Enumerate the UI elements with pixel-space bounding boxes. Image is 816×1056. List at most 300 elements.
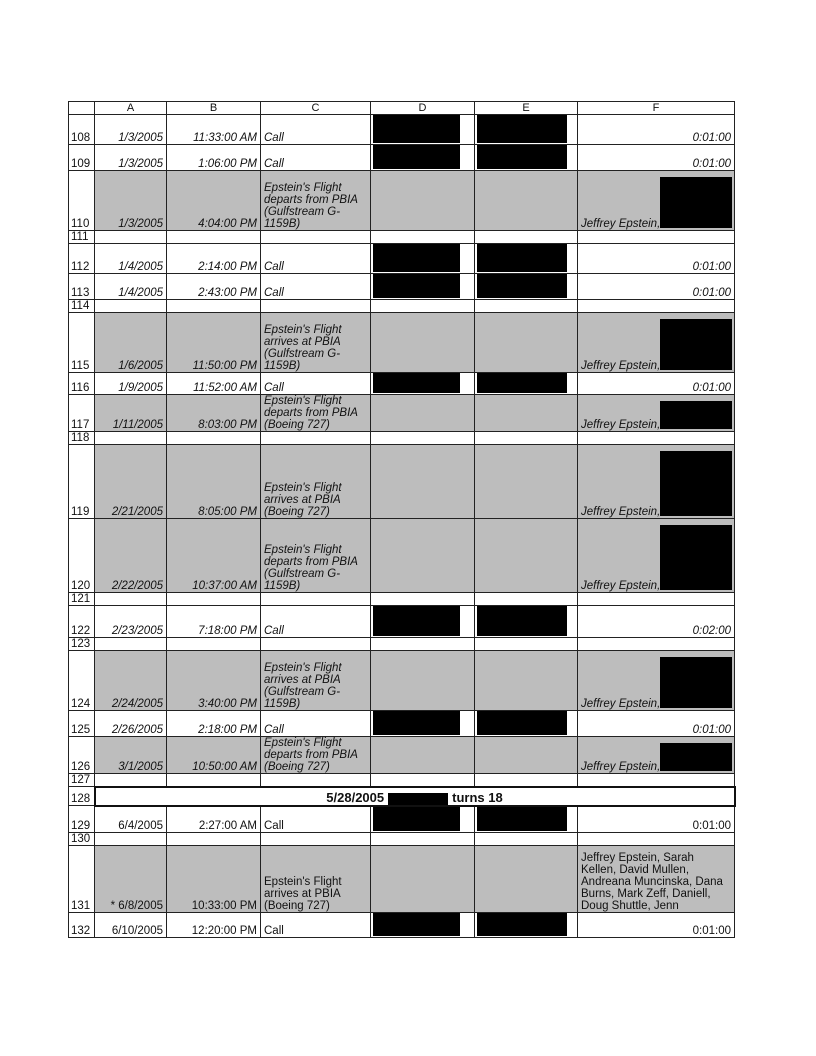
table-row xyxy=(69,711,735,737)
cell-names[interactable] xyxy=(578,638,735,651)
cell-time[interactable] xyxy=(167,231,261,244)
cell-time-text: 11:52:00 AM xyxy=(193,382,257,394)
cell-date-text: 2/21/2005 xyxy=(111,506,163,518)
cell-date[interactable] xyxy=(95,593,167,606)
row-number-text: 132 xyxy=(71,925,91,937)
row-number-text: 117 xyxy=(71,419,90,431)
row-number-text: 110 xyxy=(71,218,90,230)
cell-duration: 0:01:00 xyxy=(692,132,731,144)
cell-d[interactable] xyxy=(371,231,475,244)
row-number xyxy=(69,244,95,274)
cell-time-text: 10:50:00 AM xyxy=(192,761,257,773)
cell-e[interactable] xyxy=(475,913,578,938)
cell-e[interactable] xyxy=(475,231,578,244)
spreadsheet-table xyxy=(68,101,736,938)
column-header-b[interactable]: B xyxy=(167,102,261,115)
cell-time-text: 3:40:00 PM xyxy=(198,698,257,710)
row-number-text: 114 xyxy=(71,300,90,312)
cell-description[interactable] xyxy=(261,638,371,651)
cell-description-text: Call xyxy=(264,820,284,832)
row-number-text: 131 xyxy=(71,900,91,912)
column-header-e[interactable]: E xyxy=(475,102,578,115)
cell-names-text: Jeffrey Epstein, xyxy=(581,506,661,518)
redaction-block xyxy=(477,913,567,936)
cell-date[interactable] xyxy=(95,274,167,300)
row-number xyxy=(69,432,95,445)
row-number xyxy=(69,737,95,774)
cell-d[interactable] xyxy=(371,519,475,593)
redaction-block xyxy=(373,115,460,143)
cell-time[interactable] xyxy=(167,244,261,274)
cell-date-text: 2/23/2005 xyxy=(111,625,163,637)
column-header-a[interactable]: A xyxy=(95,102,167,115)
cell-time-text: 8:03:00 PM xyxy=(198,419,257,431)
cell-d[interactable] xyxy=(371,432,475,445)
cell-description[interactable] xyxy=(261,711,371,737)
cell-time[interactable] xyxy=(167,395,261,432)
cell-description-text: Call xyxy=(264,625,284,637)
cell-time[interactable] xyxy=(167,737,261,774)
table-row xyxy=(69,300,735,313)
row-number-text: 129 xyxy=(71,820,91,832)
corner-header xyxy=(69,102,95,115)
row-number xyxy=(69,519,95,593)
cell-description-text: Call xyxy=(264,287,284,299)
cell-description[interactable] xyxy=(261,231,371,244)
cell-date[interactable] xyxy=(95,913,167,938)
table-row xyxy=(69,833,735,846)
cell-time[interactable] xyxy=(167,373,261,395)
cell-description-text: Epstein's Flight departs from PBIA (Gulfstream G-1159B) xyxy=(264,544,358,592)
cell-date[interactable] xyxy=(95,145,167,171)
banner-date: 5/28/2005 xyxy=(326,789,385,805)
cell-d[interactable] xyxy=(371,395,475,432)
row-number xyxy=(69,774,95,787)
cell-e[interactable] xyxy=(475,395,578,432)
cell-date-text: 1/4/2005 xyxy=(118,261,163,273)
cell-time[interactable] xyxy=(167,774,261,787)
cell-d[interactable] xyxy=(371,833,475,846)
cell-time-text: 11:33:00 AM xyxy=(193,132,257,144)
cell-time-text: 12:20:00 PM xyxy=(191,925,257,937)
row-number-text: 130 xyxy=(71,833,91,845)
cell-d[interactable] xyxy=(371,638,475,651)
cell-e[interactable] xyxy=(475,313,578,373)
cell-date[interactable] xyxy=(95,606,167,638)
cell-duration: 0:01:00 xyxy=(692,287,731,299)
table-row xyxy=(69,445,735,519)
cell-e[interactable] xyxy=(475,806,578,833)
row-number xyxy=(69,274,95,300)
row-number-text: 112 xyxy=(71,261,90,273)
cell-description[interactable] xyxy=(261,145,371,171)
cell-names[interactable] xyxy=(578,833,735,846)
cell-duration: 0:01:00 xyxy=(692,724,731,736)
cell-description-text: Call xyxy=(264,158,284,170)
cell-description[interactable] xyxy=(261,274,371,300)
cell-time[interactable] xyxy=(167,833,261,846)
row-number xyxy=(69,806,95,833)
cell-time-text: 2:14:00 PM xyxy=(198,261,257,273)
row-number-text: 125 xyxy=(71,724,91,736)
cell-date[interactable] xyxy=(95,638,167,651)
table-row xyxy=(69,373,735,395)
cell-e[interactable] xyxy=(475,638,578,651)
cell-time[interactable] xyxy=(167,432,261,445)
row-number xyxy=(69,171,95,231)
cell-d[interactable] xyxy=(371,274,475,300)
row-number xyxy=(69,846,95,913)
table-row xyxy=(69,737,735,774)
cell-description-text: Call xyxy=(264,382,284,394)
redaction-block xyxy=(660,401,732,429)
row-number xyxy=(69,231,95,244)
cell-names[interactable] xyxy=(578,171,735,231)
cell-date[interactable] xyxy=(95,313,167,373)
table-row xyxy=(69,846,735,913)
cell-names[interactable] xyxy=(578,806,735,833)
cell-e[interactable] xyxy=(475,145,578,171)
redaction-block xyxy=(477,373,567,393)
cell-names[interactable] xyxy=(578,395,735,432)
row-number: 128 xyxy=(69,787,95,806)
cell-date[interactable] xyxy=(95,373,167,395)
cell-time[interactable] xyxy=(167,274,261,300)
cell-names[interactable] xyxy=(578,737,735,774)
cell-names[interactable] xyxy=(578,651,735,711)
cell-description[interactable] xyxy=(261,313,371,373)
cell-description[interactable] xyxy=(261,593,371,606)
redaction-block xyxy=(477,606,567,636)
cell-duration: 0:01:00 xyxy=(692,261,731,273)
cell-e[interactable] xyxy=(475,606,578,638)
row-number-text: 126 xyxy=(71,761,91,773)
row-number xyxy=(69,593,95,606)
cell-names[interactable] xyxy=(578,711,735,737)
row-number xyxy=(69,913,95,938)
cell-time-text: 10:33:00 PM xyxy=(191,900,257,912)
row-number-text: 127 xyxy=(71,774,91,786)
cell-time[interactable] xyxy=(167,806,261,833)
cell-d[interactable] xyxy=(371,593,475,606)
cell-time-text: 10:37:00 AM xyxy=(192,580,257,592)
cell-description-text: Epstein's Flight arrives at PBIA (Boeing 727) xyxy=(264,482,342,518)
row-number xyxy=(69,395,95,432)
redaction-block xyxy=(477,807,567,832)
cell-date-text: 2/26/2005 xyxy=(111,724,163,736)
cell-description[interactable] xyxy=(261,244,371,274)
table-row xyxy=(69,432,735,445)
cell-e[interactable] xyxy=(475,651,578,711)
cell-date[interactable] xyxy=(95,711,167,737)
table-row xyxy=(69,145,735,171)
row-number xyxy=(69,373,95,395)
cell-names[interactable] xyxy=(578,313,735,373)
cell-duration: 0:01:00 xyxy=(692,382,731,394)
column-header-d[interactable]: D xyxy=(371,102,475,115)
cell-d[interactable] xyxy=(371,313,475,373)
redaction-block xyxy=(477,145,567,169)
cell-d[interactable] xyxy=(371,606,475,638)
cell-description[interactable] xyxy=(261,651,371,711)
cell-description[interactable] xyxy=(261,833,371,846)
cell-e[interactable] xyxy=(475,711,578,737)
cell-d[interactable] xyxy=(371,115,475,145)
cell-time[interactable] xyxy=(167,115,261,145)
cell-time[interactable] xyxy=(167,638,261,651)
cell-time-text: 2:27:00 AM xyxy=(198,820,257,832)
cell-names[interactable] xyxy=(578,913,735,938)
cell-d[interactable] xyxy=(371,913,475,938)
cell-names-text: Jeffrey Epstein, xyxy=(581,360,661,372)
row-number xyxy=(69,651,95,711)
cell-description-text: Call xyxy=(264,925,284,937)
cell-description[interactable] xyxy=(261,806,371,833)
table-row xyxy=(69,274,735,300)
cell-date-text: 1/3/2005 xyxy=(118,132,163,144)
cell-time[interactable] xyxy=(167,913,261,938)
cell-names[interactable] xyxy=(578,519,735,593)
table-row xyxy=(69,593,735,606)
redaction-block xyxy=(373,606,460,636)
cell-d[interactable] xyxy=(371,846,475,913)
cell-d[interactable] xyxy=(371,244,475,274)
cell-time-text: 2:43:00 PM xyxy=(198,287,257,299)
row-number-text: 123 xyxy=(71,638,91,650)
cell-names[interactable] xyxy=(578,244,735,274)
cell-time-text: 2:18:00 PM xyxy=(198,724,257,736)
cell-date[interactable] xyxy=(95,774,167,787)
cell-time[interactable] xyxy=(167,593,261,606)
table-row xyxy=(69,913,735,938)
cell-description[interactable] xyxy=(261,395,371,432)
table-row xyxy=(69,171,735,231)
row-number xyxy=(69,606,95,638)
cell-time[interactable] xyxy=(167,171,261,231)
table-row xyxy=(69,395,735,432)
cell-date-text: 1/4/2005 xyxy=(118,287,163,299)
row-number xyxy=(69,711,95,737)
cell-description-text: Epstein's Flight arrives at PBIA (Gulfstream G-1159B) xyxy=(264,324,342,372)
cell-date[interactable] xyxy=(95,244,167,274)
cell-time[interactable] xyxy=(167,445,261,519)
row-number-text: 120 xyxy=(71,580,91,592)
cell-duration: 0:01:00 xyxy=(692,158,731,170)
table-row xyxy=(69,244,735,274)
row-number-text: 118 xyxy=(71,432,90,444)
cell-description[interactable] xyxy=(261,913,371,938)
row-number-text: 116 xyxy=(71,382,90,394)
row-number xyxy=(69,313,95,373)
cell-d[interactable] xyxy=(371,171,475,231)
cell-date[interactable] xyxy=(95,651,167,711)
redaction-block xyxy=(373,913,460,936)
cell-e[interactable] xyxy=(475,846,578,913)
cell-names-text: Jeffrey Epstein, xyxy=(581,698,661,710)
cell-e[interactable] xyxy=(475,373,578,395)
cell-date-text: 1/6/2005 xyxy=(118,360,163,372)
cell-names[interactable] xyxy=(578,115,735,145)
cell-e[interactable] xyxy=(475,774,578,787)
row-number xyxy=(69,145,95,171)
cell-e[interactable] xyxy=(475,115,578,145)
row-number xyxy=(69,115,95,145)
banner-cell xyxy=(95,787,735,806)
cell-d[interactable] xyxy=(371,806,475,833)
cell-date[interactable] xyxy=(95,171,167,231)
cell-names[interactable] xyxy=(578,231,735,244)
cell-d[interactable] xyxy=(371,737,475,774)
cell-date[interactable] xyxy=(95,846,167,913)
table-row xyxy=(69,806,735,833)
cell-date-text: 1/3/2005 xyxy=(118,158,163,170)
cell-d[interactable] xyxy=(371,145,475,171)
column-header-c[interactable]: C xyxy=(261,102,371,115)
cell-time[interactable] xyxy=(167,846,261,913)
cell-e[interactable] xyxy=(475,274,578,300)
cell-e[interactable] xyxy=(475,300,578,313)
cell-date-text: 6/10/2005 xyxy=(111,925,163,937)
banner-text: turns 18 xyxy=(452,789,503,805)
cell-time-text: 7:18:00 PM xyxy=(198,625,257,637)
cell-date[interactable] xyxy=(95,395,167,432)
cell-date[interactable] xyxy=(95,300,167,313)
cell-time[interactable] xyxy=(167,145,261,171)
cell-date[interactable] xyxy=(95,115,167,145)
redaction-block xyxy=(477,115,567,143)
cell-names[interactable] xyxy=(578,432,735,445)
cell-description-text: Epstein's Flight arrives at PBIA (Gulfstream G-1159B) xyxy=(264,662,342,710)
cell-date-text: * 6/8/2005 xyxy=(110,900,163,912)
row-number-text: 111 xyxy=(71,231,89,243)
cell-e[interactable] xyxy=(475,737,578,774)
row-number-text: 124 xyxy=(71,698,91,710)
cell-description-text: Epstein's Flight departs from PBIA (Gulfstream G-1159B) xyxy=(264,182,358,230)
cell-e[interactable] xyxy=(475,445,578,519)
cell-time-text: 11:50:00 PM xyxy=(192,360,257,372)
redaction-block xyxy=(388,793,448,805)
cell-description[interactable] xyxy=(261,737,371,774)
redaction-block xyxy=(373,244,460,272)
cell-description[interactable] xyxy=(261,432,371,445)
cell-names[interactable] xyxy=(578,145,735,171)
redaction-block xyxy=(660,525,732,590)
table-row xyxy=(69,651,735,711)
redaction-block xyxy=(477,711,567,735)
cell-description[interactable] xyxy=(261,115,371,145)
cell-time[interactable] xyxy=(167,300,261,313)
cell-names-text: Jeffrey Epstein, xyxy=(581,761,661,773)
redaction-block xyxy=(373,274,460,298)
redaction-block xyxy=(373,711,460,735)
cell-time[interactable] xyxy=(167,711,261,737)
cell-description[interactable] xyxy=(261,171,371,231)
cell-date-text: 6/4/2005 xyxy=(118,820,163,832)
cell-description[interactable] xyxy=(261,373,371,395)
cell-time-text: 4:04:00 PM xyxy=(198,218,257,230)
cell-date-text: 1/3/2005 xyxy=(118,218,163,230)
cell-names[interactable] xyxy=(578,373,735,395)
redaction-block xyxy=(660,177,732,228)
cell-e[interactable] xyxy=(475,244,578,274)
banner-row xyxy=(69,787,735,806)
cell-names[interactable] xyxy=(578,445,735,519)
row-number-text: 113 xyxy=(71,287,90,299)
cell-time[interactable] xyxy=(167,606,261,638)
row-number-text: 122 xyxy=(71,625,91,637)
cell-names[interactable] xyxy=(578,774,735,787)
cell-d[interactable] xyxy=(371,711,475,737)
cell-d[interactable] xyxy=(371,651,475,711)
cell-d[interactable] xyxy=(371,774,475,787)
cell-e[interactable] xyxy=(475,171,578,231)
table-row xyxy=(69,774,735,787)
cell-d[interactable] xyxy=(371,373,475,395)
column-header-f[interactable]: F xyxy=(578,102,735,115)
cell-description-text: Call xyxy=(264,724,284,736)
cell-date[interactable] xyxy=(95,519,167,593)
cell-d[interactable] xyxy=(371,445,475,519)
cell-date-text: 3/1/2005 xyxy=(118,761,163,773)
cell-d[interactable] xyxy=(371,300,475,313)
table-row xyxy=(69,115,735,145)
cell-names[interactable] xyxy=(578,846,735,913)
table-row xyxy=(69,313,735,373)
cell-date-text: 1/11/2005 xyxy=(112,419,163,431)
cell-names[interactable] xyxy=(578,274,735,300)
cell-description[interactable] xyxy=(261,606,371,638)
cell-time-text: 8:05:00 PM xyxy=(198,506,257,518)
cell-date[interactable] xyxy=(95,432,167,445)
cell-description[interactable] xyxy=(261,774,371,787)
cell-e[interactable] xyxy=(475,593,578,606)
cell-description-text: Epstein's Flight arrives at PBIA (Boeing 727) xyxy=(264,876,342,912)
cell-e[interactable] xyxy=(475,833,578,846)
cell-time[interactable] xyxy=(167,651,261,711)
row-number-text: 121 xyxy=(71,593,91,605)
cell-date[interactable] xyxy=(95,231,167,244)
cell-e[interactable] xyxy=(475,519,578,593)
row-number xyxy=(69,300,95,313)
redaction-block xyxy=(373,373,460,393)
row-number xyxy=(69,445,95,519)
cell-time-text: 1:06:00 PM xyxy=(198,158,257,170)
cell-date[interactable] xyxy=(95,806,167,833)
cell-date[interactable] xyxy=(95,445,167,519)
redaction-block xyxy=(660,657,732,708)
cell-date[interactable] xyxy=(95,833,167,846)
cell-e[interactable] xyxy=(475,432,578,445)
cell-description[interactable] xyxy=(261,300,371,313)
cell-description[interactable] xyxy=(261,445,371,519)
redaction-block xyxy=(373,145,460,169)
cell-names[interactable] xyxy=(578,593,735,606)
cell-description[interactable] xyxy=(261,846,371,913)
table-row xyxy=(69,519,735,593)
cell-date-text: 1/9/2005 xyxy=(118,382,163,394)
cell-description-text: Epstein's Flight departs from PBIA (Boeing 727) xyxy=(264,737,358,773)
cell-time[interactable] xyxy=(167,313,261,373)
row-number xyxy=(69,833,95,846)
cell-names[interactable] xyxy=(578,300,735,313)
cell-names[interactable] xyxy=(578,606,735,638)
row-number xyxy=(69,638,95,651)
cell-time[interactable] xyxy=(167,519,261,593)
cell-duration: 0:01:00 xyxy=(692,820,731,832)
cell-description[interactable] xyxy=(261,519,371,593)
cell-date[interactable] xyxy=(95,737,167,774)
row-number-text: 119 xyxy=(71,506,90,518)
